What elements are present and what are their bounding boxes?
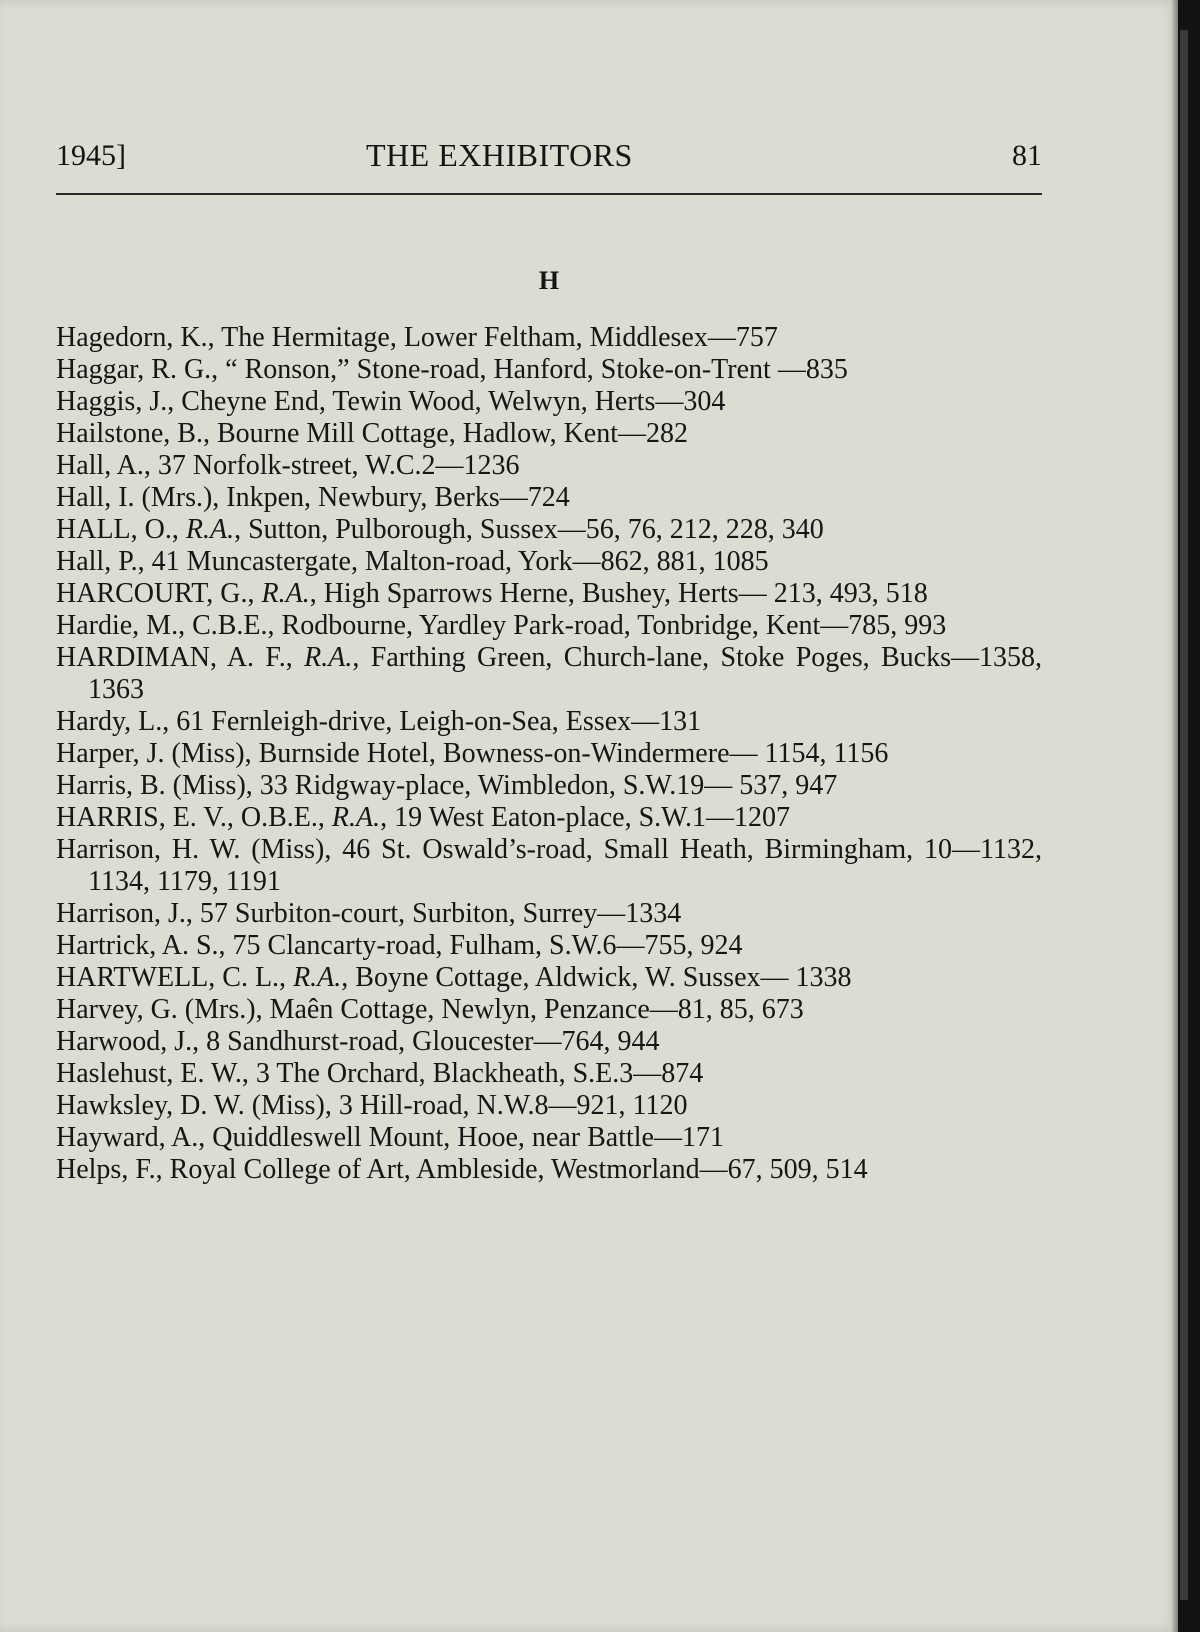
- exhibitor-entry: Hayward, A., Quiddleswell Mount, Hooe, near Battle—171: [56, 1122, 724, 1153]
- adjacent-page-edge: [1180, 30, 1188, 1600]
- exhibitor-entry: Hall, I. (Mrs.), Inkpen, Newbury, Berks—724: [56, 482, 570, 513]
- exhibitor-entry: Harrison, J., 57 Surbiton-court, Surbiton, Surrey—1334: [56, 898, 682, 929]
- exhibitor-entry: Harwood, J., 8 Sandhurst-road, Gloucester—764, 944: [56, 1026, 660, 1057]
- exhibitor-entry: Hall, P., 41 Muncastergate, Malton-road, York—862, 881, 1085: [56, 546, 769, 577]
- exhibitor-entry: Hailstone, B., Bourne Mill Cottage, Hadlow, Kent—282: [56, 418, 688, 449]
- exhibitor-entry: Hall, A., 37 Norfolk-street, W.C.2—1236: [56, 450, 520, 481]
- exhibitor-entry: Hardie, M., C.B.E., Rodbourne, Yardley Park-road, Tonbridge, Kent—785, 993: [56, 610, 947, 641]
- header-year: 1945]: [56, 139, 126, 172]
- exhibitor-entry: Harper, J. (Miss), Burnside Hotel, Bowness-on-Windermere— 1154, 1156: [56, 738, 889, 769]
- running-header: [56, 133, 1042, 183]
- exhibitor-entry: HARRIS, E. V., O.B.E., R.A., 19 West Eaton-place, S.W.1—1207: [56, 802, 791, 833]
- exhibitor-entry: HALL, O., R.A., Sutton, Pulborough, Sussex—56, 76, 212, 228, 340: [56, 514, 824, 545]
- exhibitor-entry: Haggar, R. G., “ Ronson,” Stone-road, Hanford, Stoke-on-Trent —835: [56, 354, 848, 385]
- exhibitor-entry: Hagedorn, K., The Hermitage, Lower Feltham, Middlesex—757: [56, 322, 778, 353]
- exhibitor-entry: Hawksley, D. W. (Miss), 3 Hill-road, N.W.8—921, 1120: [56, 1090, 688, 1121]
- page-number: 81: [1012, 139, 1042, 172]
- exhibitor-entry: Haslehust, E. W., 3 The Orchard, Blackheath, S.E.3—874: [56, 1058, 704, 1089]
- exhibitor-entry: HARCOURT, G., R.A., High Sparrows Herne, Bushey, Herts— 213, 493, 518: [56, 578, 928, 609]
- exhibitor-entry: HARTWELL, C. L., R.A., Boyne Cottage, Aldwick, W. Sussex— 1338: [56, 962, 852, 993]
- header-title: THE EXHIBITORS: [366, 137, 633, 173]
- exhibitor-list: [56, 322, 1042, 1186]
- exhibitor-entry: Hartrick, A. S., 75 Clancarty-road, Fulham, S.W.6—755, 924: [56, 930, 743, 961]
- exhibitor-entry: Haggis, J., Cheyne End, Tewin Wood, Welwyn, Herts—304: [56, 386, 726, 417]
- exhibitor-entry: Harvey, G. (Mrs.), Maên Cottage, Newlyn, Penzance—81, 85, 673: [56, 994, 804, 1025]
- exhibitor-entry: Helps, F., Royal College of Art, Ambleside, Westmorland—67, 509, 514: [56, 1154, 868, 1185]
- exhibitor-entry: Hardy, L., 61 Fernleigh-drive, Leigh-on-Sea, Essex—131: [56, 706, 702, 737]
- header-rule: [56, 193, 1042, 195]
- exhibitor-entry: Harrison, H. W. (Miss), 46 St. Oswald’s-road, Small Heath, Birmingham, 10—1132, 1134, 1179, 1191: [56, 834, 1042, 897]
- section-letter: H: [538, 266, 560, 295]
- exhibitor-entry: Harris, B. (Miss), 33 Ridgway-place, Wimbledon, S.W.19— 537, 947: [56, 770, 838, 801]
- exhibitor-entry: HARDIMAN, A. F., R.A., Farthing Green, Church-lane, Stoke Poges, Bucks—1358, 1363: [56, 642, 1042, 705]
